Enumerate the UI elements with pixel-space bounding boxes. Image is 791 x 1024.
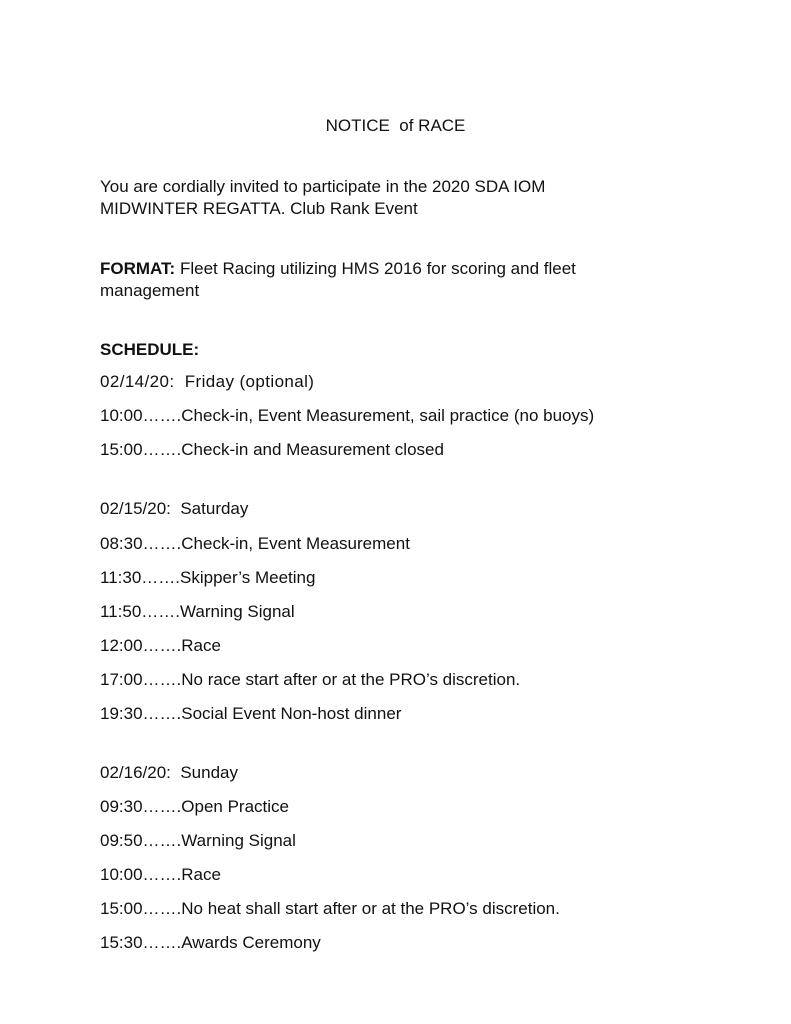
schedule-item: 10:00…….Race (100, 865, 221, 884)
intro-line-2: MIDWINTER REGATTA. Club Rank Event (100, 199, 418, 218)
format-label: FORMAT: (100, 259, 176, 278)
intro-paragraph (100, 176, 680, 220)
friday-date: 02/14/20: Friday (optional) (100, 372, 315, 391)
schedule-item: 19:30…….Social Event Non-host dinner (100, 704, 402, 723)
sunday-date: 02/16/20: Sunday (100, 763, 239, 782)
format-paragraph (100, 258, 680, 302)
schedule-item: 15:00…….Check-in and Measurement closed (100, 440, 444, 459)
format-line-1 (100, 258, 680, 280)
format-text: Fleet Racing utilizing HMS 2016 for scoring and fleet (175, 259, 576, 278)
schedule-item: 10:00…….Check-in, Event Measurement, sail practice (no buoys) (100, 406, 595, 425)
intro-line-1: You are cordially invited to participate in the 2020 SDA IOM (100, 177, 546, 196)
schedule-item: 11:30…….Skipper’s Meeting (100, 568, 316, 587)
schedule-item: 15:30…….Awards Ceremony (100, 933, 321, 952)
schedule-item: 15:00…….No heat shall start after or at the PRO’s discretion. (100, 899, 560, 918)
schedule-item: 08:30…….Check-in, Event Measurement (100, 534, 410, 553)
schedule-item: 09:50…….Warning Signal (100, 831, 296, 850)
schedule-item: 17:00…….No race start after or at the PRO’s discretion. (100, 670, 521, 689)
format-line-2: management (100, 281, 200, 300)
schedule-heading: SCHEDULE: (100, 340, 200, 359)
schedule-item: 11:50…….Warning Signal (100, 602, 295, 621)
page-title: NOTICE of RACE (325, 116, 466, 135)
schedule-item: 09:30…….Open Practice (100, 797, 289, 816)
saturday-date: 02/15/20: Saturday (100, 499, 249, 518)
schedule-item: 12:00…….Race (100, 636, 221, 655)
